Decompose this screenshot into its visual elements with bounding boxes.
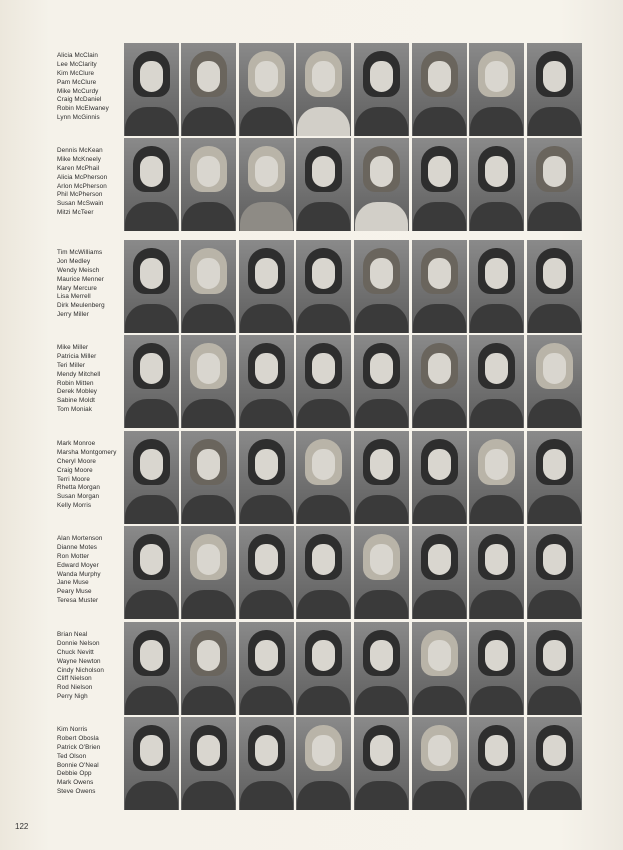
student-portrait: [239, 431, 294, 524]
student-name: Mike Miller: [57, 344, 89, 351]
portrait-row: [0, 335, 623, 428]
student-portrait: [239, 43, 294, 136]
student-portrait: [296, 622, 351, 715]
student-name: Teresa Muster: [57, 597, 99, 605]
student-name: Lynn McGinnis: [57, 114, 100, 122]
name-list: [57, 52, 123, 123]
student-name: Mark Owens: [57, 779, 94, 787]
student-name: Terri Moore: [57, 475, 90, 483]
student-name: Chuck Nevitt: [57, 648, 94, 656]
student-name: Mike McCurdy: [57, 87, 99, 95]
student-name: Brian Neal: [57, 631, 88, 638]
student-name: Pam McClure: [57, 78, 97, 86]
student-portrait: [354, 43, 409, 136]
student-name: Robert Obosla: [57, 734, 99, 742]
student-name: Lee McClarity: [57, 60, 97, 68]
student-portrait: [469, 431, 524, 524]
student-name: Mark Monroe: [57, 440, 96, 447]
student-portrait: [412, 240, 467, 333]
student-portrait: [412, 138, 467, 231]
student-name: Patrick O'Brien: [57, 743, 101, 751]
student-name: Craig McDaniel: [57, 96, 102, 104]
student-portrait: [469, 622, 524, 715]
student-portrait: [527, 431, 582, 524]
student-name: Bonnie O'Neal: [57, 761, 99, 769]
student-portrait: [239, 526, 294, 619]
student-portrait: [412, 526, 467, 619]
name-list: [57, 344, 123, 415]
student-name: Teri Miller: [57, 361, 86, 369]
portrait-row: [0, 622, 623, 715]
portrait-row: [0, 240, 623, 333]
portrait-row: [0, 526, 623, 619]
student-portrait: [354, 622, 409, 715]
student-name: Dianne Motes: [57, 543, 98, 551]
student-portrait: [124, 431, 179, 524]
student-portrait: [527, 526, 582, 619]
student-portrait: [354, 335, 409, 428]
student-portrait: [124, 526, 179, 619]
student-portrait: [527, 138, 582, 231]
student-name: Susan Morgan: [57, 493, 100, 501]
student-name: Dennis McKean: [57, 147, 103, 154]
student-name: Rod Nielson: [57, 684, 93, 692]
student-name: Jerry Miller: [57, 311, 89, 319]
name-list: [57, 726, 123, 797]
student-name: Edward Moyer: [57, 561, 99, 569]
student-name: Phil McPherson: [57, 191, 103, 199]
student-portrait: [124, 622, 179, 715]
student-portrait: [469, 526, 524, 619]
student-portrait: [469, 240, 524, 333]
student-name: Maurice Menner: [57, 275, 104, 283]
student-portrait: [124, 43, 179, 136]
student-name: Perry Nigh: [57, 693, 88, 701]
student-name: Robin McElwaney: [57, 105, 109, 113]
student-portrait: [527, 240, 582, 333]
student-portrait: [239, 240, 294, 333]
student-name: Mendy Mitchell: [57, 370, 101, 378]
student-name: Kim Norris: [57, 726, 88, 733]
name-list: [57, 147, 123, 218]
student-name: Dirk Meulenberg: [57, 302, 105, 310]
student-portrait: [181, 240, 236, 333]
student-portrait: [354, 138, 409, 231]
student-portrait: [181, 138, 236, 231]
student-name: Mary Mercure: [57, 284, 98, 292]
name-list: [57, 440, 123, 511]
student-portrait: [181, 431, 236, 524]
student-portrait: [412, 43, 467, 136]
student-portrait: [239, 138, 294, 231]
student-name: Wendy Meisch: [57, 266, 100, 274]
student-portrait: [354, 431, 409, 524]
student-name: Peary Muse: [57, 588, 92, 596]
student-name: Ted Olson: [57, 752, 87, 760]
student-portrait: [296, 138, 351, 231]
page-number: 122: [15, 822, 29, 831]
student-name: Jon Medley: [57, 257, 91, 265]
student-portrait: [296, 240, 351, 333]
student-portrait: [239, 335, 294, 428]
student-name: Kelly Morris: [57, 502, 92, 510]
student-name: Marsha Montgomery: [57, 448, 117, 456]
name-list: [57, 535, 123, 606]
student-portrait: [412, 431, 467, 524]
student-portrait: [527, 335, 582, 428]
student-portrait: [469, 43, 524, 136]
student-name: Ron Motter: [57, 552, 90, 560]
portrait-row: [0, 43, 623, 136]
student-name: Rhetta Morgan: [57, 484, 100, 492]
name-list: [57, 631, 123, 702]
student-portrait: [181, 717, 236, 810]
student-name: Jane Muse: [57, 579, 89, 587]
student-name: Tim McWilliams: [57, 249, 103, 256]
student-name: Alicia McPherson: [57, 173, 108, 181]
student-portrait: [124, 717, 179, 810]
student-name: Arlon McPherson: [57, 182, 107, 190]
student-portrait: [124, 138, 179, 231]
portrait-row: [0, 138, 623, 231]
student-portrait: [239, 717, 294, 810]
student-name: Alan Mortenson: [57, 535, 103, 542]
student-portrait: [469, 335, 524, 428]
student-name: Alicia McClain: [57, 52, 98, 59]
student-name: Cliff Nielson: [57, 675, 92, 683]
student-name: Donnie Nelson: [57, 639, 100, 647]
student-name: Tom Moniak: [57, 406, 92, 414]
student-portrait: [354, 240, 409, 333]
student-name: Cheryl Moore: [57, 457, 96, 465]
student-portrait: [412, 717, 467, 810]
student-portrait: [124, 335, 179, 428]
student-portrait: [181, 526, 236, 619]
student-portrait: [296, 717, 351, 810]
student-name: Mike McKneely: [57, 155, 101, 163]
student-name: Patricia Miller: [57, 352, 97, 360]
portrait-row: [0, 717, 623, 810]
student-portrait: [296, 526, 351, 619]
student-name: Wanda Murphy: [57, 570, 101, 578]
student-portrait: [181, 335, 236, 428]
student-portrait: [527, 43, 582, 136]
student-portrait: [239, 622, 294, 715]
student-portrait: [469, 717, 524, 810]
student-name: Mitzi McTeer: [57, 209, 94, 217]
student-name: Debbie Opp: [57, 770, 92, 778]
student-portrait: [124, 240, 179, 333]
student-portrait: [296, 431, 351, 524]
student-portrait: [181, 43, 236, 136]
student-portrait: [412, 335, 467, 428]
student-portrait: [354, 717, 409, 810]
student-portrait: [412, 622, 467, 715]
student-name: Wayne Newton: [57, 657, 101, 665]
student-name: Susan McSwain: [57, 200, 104, 208]
student-name: Derek Mobley: [57, 388, 98, 396]
student-portrait: [527, 717, 582, 810]
student-portrait: [181, 622, 236, 715]
student-name: Craig Moore: [57, 466, 93, 474]
student-name: Lisa Merrell: [57, 293, 91, 301]
student-portrait: [527, 622, 582, 715]
student-name: Karen McPhail: [57, 164, 100, 172]
name-list: [57, 249, 123, 320]
student-portrait: [296, 335, 351, 428]
student-name: Sabine Moldt: [57, 397, 95, 405]
student-portrait: [296, 43, 351, 136]
student-portrait: [354, 526, 409, 619]
student-name: Robin Mitten: [57, 379, 94, 387]
student-name: Steve Owens: [57, 788, 96, 796]
student-name: Kim McClure: [57, 69, 95, 77]
portrait-row: [0, 431, 623, 524]
student-portrait: [469, 138, 524, 231]
student-name: Cindy Nicholson: [57, 666, 104, 674]
